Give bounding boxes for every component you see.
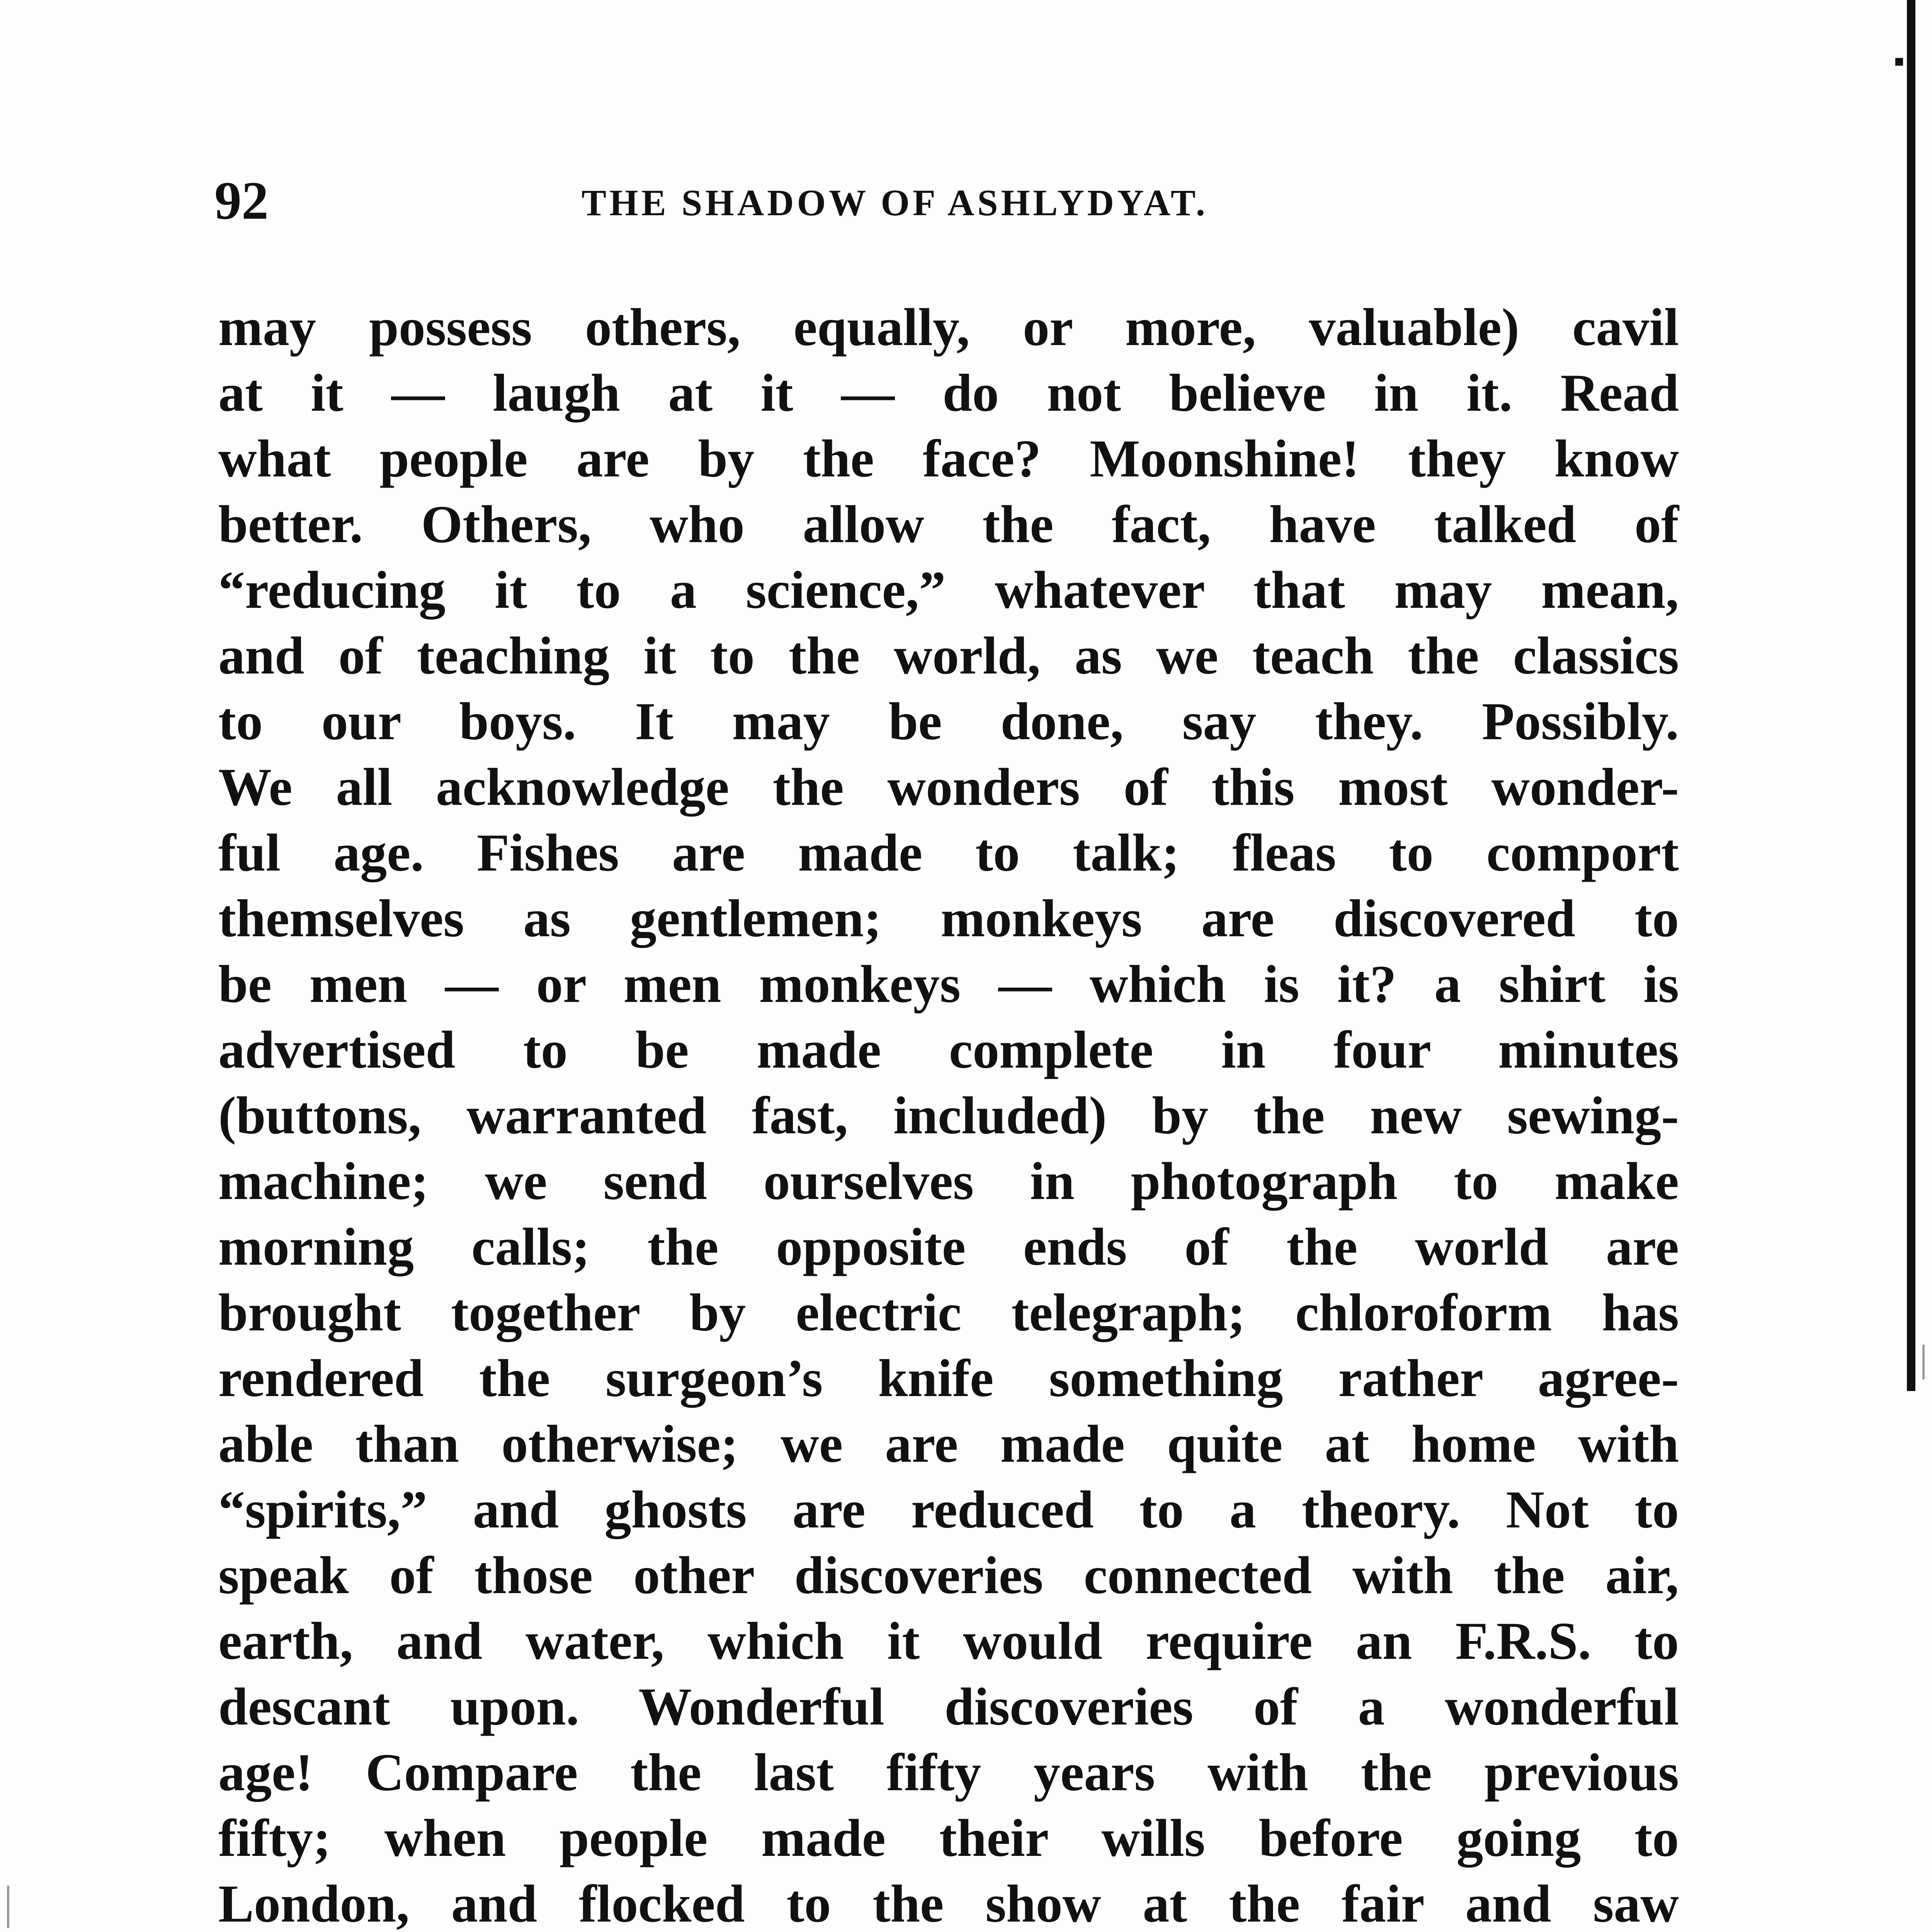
page-edge-line: [1907, 0, 1915, 1391]
text-line: machine; we send ourselves in photograph to make: [218, 1151, 1679, 1211]
text-line: morning calls; the opposite ends of the world are: [218, 1217, 1679, 1276]
page-number: 92: [214, 171, 269, 231]
page-header: [214, 170, 1718, 232]
text-line: age! Compare the last fifty years with the previous: [218, 1743, 1679, 1802]
text-line: may possess others, equally, or more, valuable) cavil: [218, 298, 1679, 357]
text-line: London, and flocked to the show at the fair and saw: [218, 1874, 1679, 1932]
text-line: ful age. Fishes are made to talk; fleas to comport: [218, 823, 1679, 882]
text-line: fifty; when people made their wills before going to: [218, 1808, 1679, 1867]
text-line: advertised to be made complete in four minutes: [218, 1020, 1679, 1079]
text-line: at it — laugh at it — do not believe in it. Read: [218, 363, 1679, 422]
margin-mark: [7, 1886, 9, 1928]
text-line: and of teaching it to the world, as we teach the classics: [218, 626, 1679, 685]
text-line: what people are by the face? Moonshine! they know: [218, 429, 1679, 488]
text-line: to our boys. It may be done, say they. Possibly.: [218, 692, 1679, 751]
text-line: earth, and water, which it would require an F.R.S. to: [218, 1611, 1679, 1670]
text-line: brought together by electric telegraph; chloroform has: [218, 1283, 1679, 1342]
margin-mark: [1922, 1345, 1925, 1379]
text-line: “spirits,” and ghosts are reduced to a theory. Not to: [218, 1480, 1679, 1539]
text-line: descant upon. Wonderful discoveries of a wonderful: [218, 1677, 1679, 1736]
text-line: themselves as gentlemen; monkeys are discovered to: [218, 889, 1679, 948]
body-text: [218, 294, 1679, 1932]
text-line: speak of those other discoveries connected with the air,: [218, 1546, 1679, 1605]
text-line: rendered the surgeon’s knife something rather agree-: [218, 1349, 1679, 1408]
text-line: be men — or men monkeys — which is it? a shirt is: [218, 954, 1679, 1014]
page-edge-mark: [1895, 58, 1903, 66]
text-line: “reducing it to a science,” whatever that may mean,: [218, 560, 1679, 619]
text-line: (buttons, warranted fast, included) by the new sewing-: [218, 1086, 1679, 1145]
running-head: THE SHADOW OF ASHLYDYAT.: [582, 182, 1208, 223]
text-line: able than otherwise; we are made quite at home with: [218, 1414, 1679, 1473]
text-line: We all acknowledge the wonders of this most wonder-: [218, 757, 1679, 816]
text-line: better. Others, who allow the fact, have talked of: [218, 495, 1679, 554]
